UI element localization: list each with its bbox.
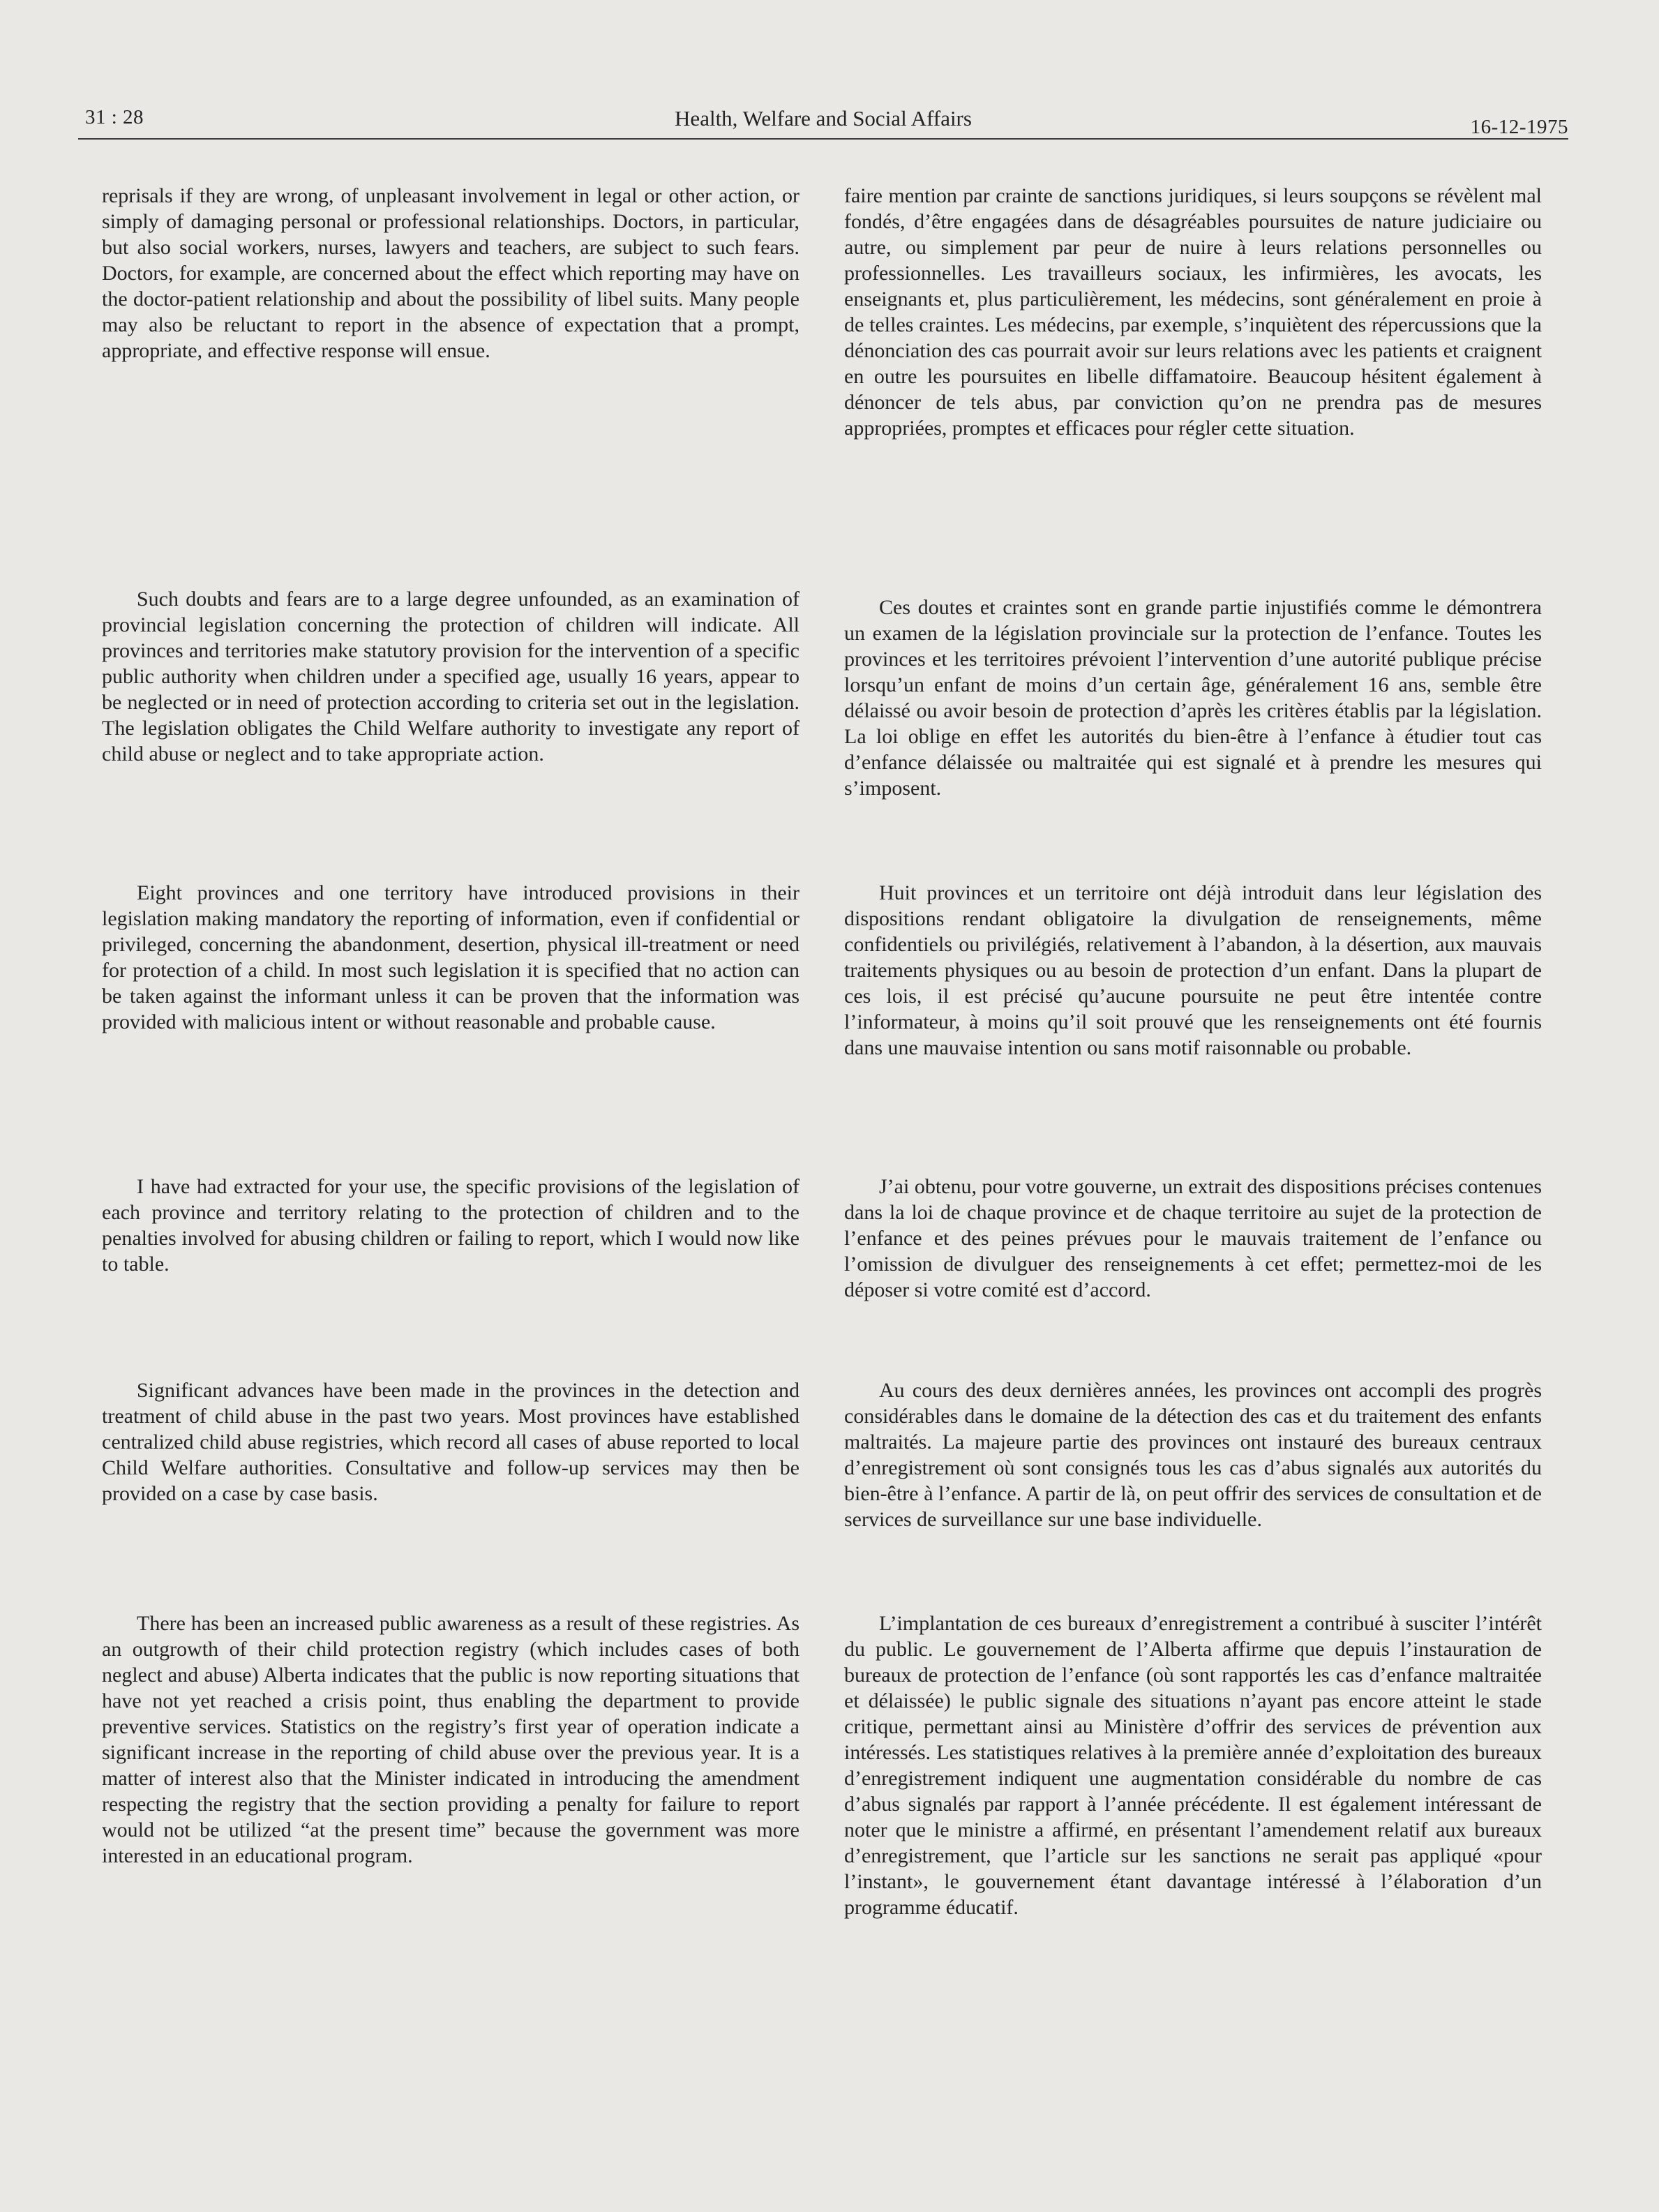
running-title: Health, Welfare and Social Affairs	[675, 106, 972, 130]
french-paragraph: J’ai obtenu, pour votre gouverne, un extrait des dispositions précises contenues dans la loi de chaque province et de chaque territoire au sujet de la protection de l’enfance et des peines prévues pour le mauvais traitement de l’enfance ou l’omission de divulguer des renseignements à cet effet; permettez-moi de les déposer si votre comité est d’accord.	[844, 1175, 1542, 1301]
french-paragraph: faire mention par crainte de sanctions juridiques, si leurs soupçons se révèlent mal fondés, d’être engagées dans de désagréables poursuites de nature judiciaire ou autre, ou simplement par peur de nuire à leurs relations personnelles ou professionnelles. Les travailleurs sociaux, les infirmières, les avocats, les enseignants et, plus particulièrement, les médecins, sont généralement en proie à de telles craintes. Les médecins, par exemple, s’inquiètent des répercussions que la dénonciation des cas pourrait avoir sur leurs relations avec les patients et craignent en outre les poursuites en libelle diffamatoire. Beaucoup hésitent également à dénoncer de tels abus, par conviction qu’on ne prendra pas de mesures appropriées, promptes et efficaces pour régler cette situation.	[844, 184, 1542, 440]
english-paragraph: I have had extracted for your use, the specific provisions of the legislation of each province and territory relating to the protection of children and to the penalties involved for abusing children or failing to report, which I would now like to table.	[102, 1175, 800, 1276]
english-paragraph: Significant advances have been made in the provinces in the detection and treatment of child abuse in the past two years. Most provinces have established centralized child abuse registries, which record all cases of abuse reported to local Child Welfare authorities. Consultative and follow-up services may then be provided on a case by case basis.	[102, 1379, 800, 1505]
french-paragraph: Au cours des deux dernières années, les provinces ont accompli des progrès considérables dans le domaine de la détection des cas et du traitement des enfants maltraités. La majeure partie des provinces ont instauré des bureaux centraux d’enregistrement où sont consignés tous les cas d’abus signalés aux autorités du bien-être à l’enfance. A partir de là, on peut offrir des services de consultation et de services de surveillance sur une base individuelle.	[844, 1379, 1542, 1531]
english-paragraph: There has been an increased public awareness as a result of these registries. As an outgrowth of their child protection registry (which includes cases of both neglect and abuse) Alberta indicates that the public is now reporting situations that have not yet reached a crisis point, thus enabling the department to provide preventive services. Statistics on the registry’s first year of operation indicate a significant increase in the reporting of child abuse over the previous year. It is a matter of interest also that the Minister indicated in introducing the amendment respecting the registry that the section providing a penalty for failure to report would not be utilized “at the present time” because the government was more interested in an educational program.	[102, 1612, 800, 1867]
page-header	[78, 103, 1568, 140]
french-paragraph: L’implantation de ces bureaux d’enregistrement a contribué à susciter l’intérêt du public. Le gouvernement de l’Alberta affirme que depuis l’instauration de bureaux de protection de l’enfance (où sont rapportés les cas d’enfance maltraitée et délaissée) le public signale des situations n’ayant pas encore atteint le stade critique, permettant ainsi au Ministère d’offrir des services de prévention aux intéressés. Les statistiques relatives à la première année d’exploitation des bureaux d’enregistrement indiquent une augmentation considérable du nombre de cas d’abus signalés par rapport à l’année précédente. Il est également intéressant de noter que le ministre a affirmé, en présentant l’amendement relatif aux bureaux d’enregistrement, que l’article sur les sanctions ne serait pas appliqué «pour l’instant», le gouvernement étant davantage intéressé à l’élaboration d’un programme éducatif.	[844, 1612, 1542, 1919]
page-number: 31 : 28	[85, 106, 144, 128]
english-paragraph: reprisals if they are wrong, of unpleasant involvement in legal or other action, or simply of damaging personal or professional relationships. Doctors, in particular, but also social workers, nurses, lawyers and teachers, are subject to such fears. Doctors, for example, are concerned about the effect which reporting may have on the doctor-patient relationship and about the possibility of libel suits. Many people may also be reluctant to report in the absence of expectation that a prompt, appropriate, and effective response will ensue.	[102, 184, 800, 362]
english-paragraph: Eight provinces and one territory have introduced provisions in their legislation making mandatory the reporting of information, even if confidential or privileged, concerning the abandonment, desertion, physical ill-treatment or need for protection of a child. In most such legislation it is specified that no action can be taken against the informant unless it can be proven that the information was provided with malicious intent or without reasonable and probable cause.	[102, 881, 800, 1033]
french-paragraph: Ces doutes et craintes sont en grande partie injustifiés comme le démontrera un examen de la législation provinciale sur la protection de l’enfance. Toutes les provinces et les territoires prévoient l’intervention d’une autorité publique précise lorsqu’un enfant de moins d’un certain âge, généralement 16 ans, semble être délaissé ou avoir besoin de protection d’après les critères établis par la législation. La loi oblige en effet les autorités du bien-être à l’enfance à étudier tout cas d’enfance délaissée ou maltraitée qui est signalé et à prendre les mesures qui s’imposent.	[844, 596, 1542, 800]
french-paragraph: Huit provinces et un territoire ont déjà introduit dans leur législation des dispositions rendant obligatoire la divulgation de renseignements, même confidentiels ou privilégiés, relativement à l’abandon, à la désertion, aux mauvais traitements physiques ou au besoin de protection d’un enfant. Dans la plupart de ces lois, il est précisé qu’aucune poursuite ne peut être intentée contre l’informateur, à moins qu’il soit prouvé que les renseignements ont été fournis dans une mauvaise intention ou sans motif raisonnable ou probable.	[844, 881, 1542, 1059]
header-date: 16-12-1975	[1470, 116, 1568, 138]
english-paragraph: Such doubts and fears are to a large degree unfounded, as an examination of provincial legislation concerning the protection of children will indicate. All provinces and territories make statutory provision for the intervention of a specific public authority when children under a specified age, usually 16 years, appear to be neglected or in need of protection according to criteria set out in the legislation. The legislation obligates the Child Welfare authority to investigate any report of child abuse or neglect and to take appropriate action.	[102, 588, 800, 765]
